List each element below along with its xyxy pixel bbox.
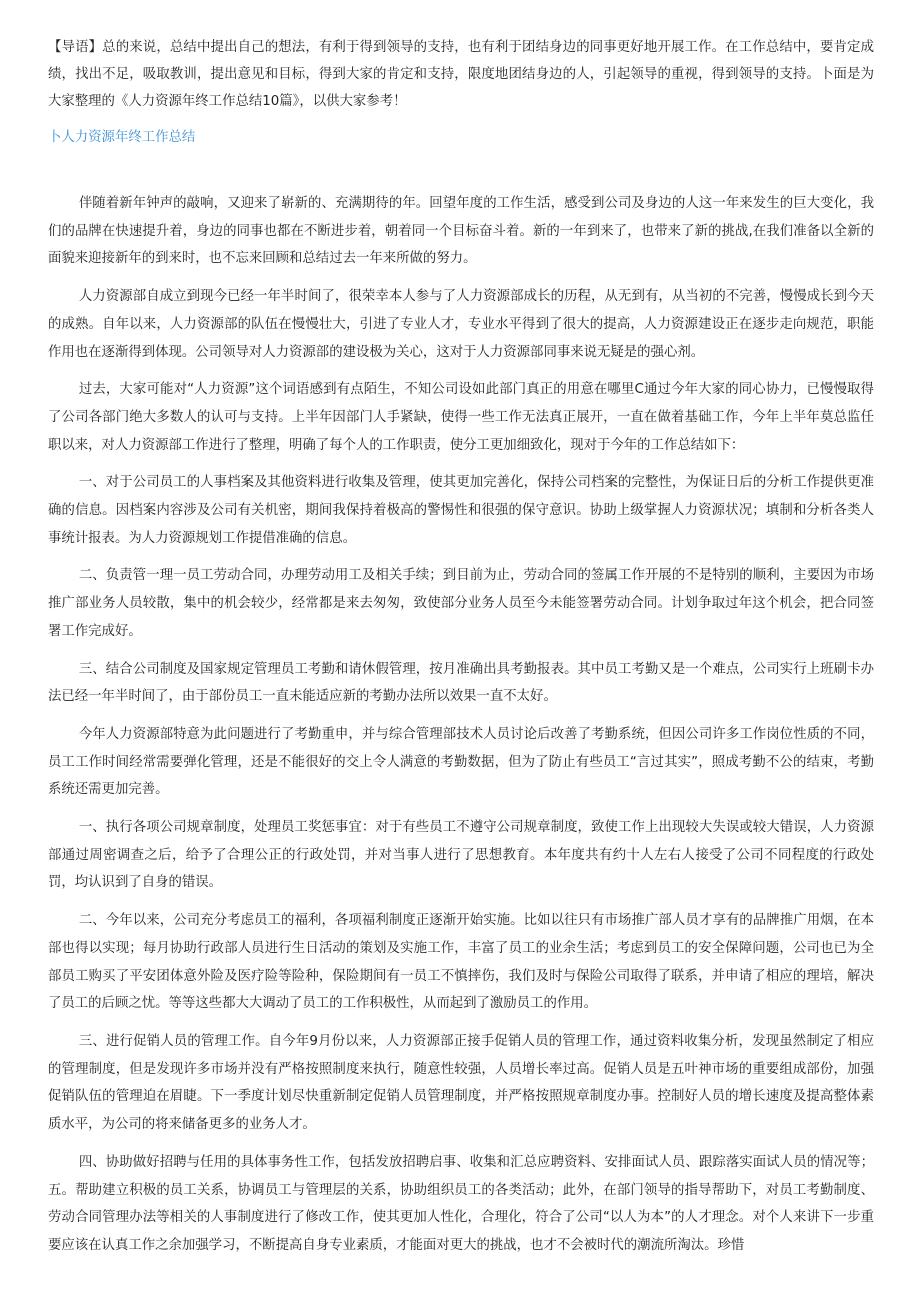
body-paragraph: 过去，大家可能对“人力资源”这个词语感到有点陌生，不知公司设如此部门真正的用意在哪里C通过今年大家的同心协力，已慢慢取得了公司各部门绝大多数人的认可与支持。上半年因部门人手紧缺，使得一些工作无法真正展开，一直在做着基础工作，今年上半年莫总监任职以来，对人力资源部工作进行了整理，明确了每个人的工作职责，使分工更加细致化，现对于今年的工作总结如下： bbox=[48, 382, 874, 453]
body-paragraph: 二、负责管一理一员工劳动合同，办理劳动用工及相关手续；到目前为止，劳动合同的签属工作开展的不是特别的顺利，主要因为市场推广部业务人员较散，集中的机会较少，经常都是来去匆匆，致使部分业务人员至今未能签署劳动合同。计划争取过年这个机会，把合同签署工作完成好。 bbox=[48, 568, 874, 639]
body-paragraph: 三、结合公司制度及国家规定管理员工考勤和请休假管理，按月准确出具考勤报表。其中员工考勤又是一个难点，公司实行上班刷卡办法已经一年半时间了，由于部份员工一直未能适应新的考勤办法所以效果一直不太好。 bbox=[48, 661, 874, 705]
body-paragraph: 一、执行各项公司规章制度，处理员工奖惩事宜：对于有些员工不遵守公司规章制度，致使工作上出现较大失误或较大错误，人力资源部通过周密调查之后，给予了合理公正的行政处罚，并对当事人进行了思想教育。本年度共有约十人左右人接受了公司不同程度的行政处罚，均认识到了自身的错误。 bbox=[48, 820, 874, 891]
body-paragraph: 今年人力资源部特意为此问题进行了考勤重申，并与综合管理部技术人员讨论后改善了考勤系统，但因公司许多工作岗位性质的不同，员工工作时间经常需要弹化管理，还是不能很好的交上令人满意的考勤数据，但为了防止有些员工“言过其实”，照成考勤不公的结束，考勤系统还需更加完善。 bbox=[48, 726, 874, 798]
body-paragraph: 人力资源部自成立到现今已经一年半时间了，很荣幸本人参与了人力资源部成长的历程，从无到有，从当初的不完善，慢慢成长到今天的成熟。自年以来，人力资源部的队伍在慢慢壮大，引进了专业人才，专业水平得到了很大的提高，人力资源建设正在逐步走向规范，职能作用也在逐渐得到体现。公司领导对人力资源部的建设极为关心，这对于人力资源部同事来说无疑是的强心剂。 bbox=[48, 289, 874, 360]
body-paragraph: 四、协助做好招聘与任用的具体事务性工作，包括发放招聘启事、收集和汇总应聘资料、安排面试人员、跟踪落实面试人员的情况等；五。帮助建立积极的员工关系，协调员工与管理层的关系，协助组织员工的各类活动；此外，在部门领导的指导帮助下，对员工考勤制度、劳动合同管理办法等相关的人事制度进行了修改工作，使其更加人性化，合理化，符合了公司“以人为本”的人才理念。对个人来讲下一步重要应该在认真工作之余加强学习，不断提高自身专业素质，才能面对更大的挑战，也才不会被时代的潮流所淘汰。珍惜 bbox=[48, 1154, 874, 1253]
body-paragraph: 一、对于公司员工的人事档案及其他资料进行收集及管理，使其更加完善化，保持公司档案的完整性，为保证日后的分析工作提供更准确的信息。因档案内容涉及公司有关机密，期间我保持着极高的警惕性和很强的保守意识。协助上级掌握人力资源状况；填制和分析各类人事统计报表。为人力资源规划工作提借准确的信息。 bbox=[48, 475, 874, 546]
body-paragraph: 伴随着新年钟声的敲响，又迎来了崭新的、充满期待的年。回望年度的工作生活，感受到公司及身边的人这一年来发生的巨大变化，我们的品牌在快速提升着，身边的同事也都在不断进步着，朝着同一个目标奋斗着。新的一年到来了，也带来了新的挑战,在我们准备以全新的面貌来迎接新年的到来时，也不忘来回顾和总结过去一年来所做的努力。 bbox=[48, 196, 874, 267]
body-paragraph: 三、进行促销人员的管理工作。自今年9月份以来，人力资源部正接手促销人员的管理工作，通过资料收集分析，发现虽然制定了相应的管理制度，但是发现许多市场并没有严格按照制度来执行，随意性较强，人员增长率过高。促销人员是五叶神市场的重要组成部份，加强促销队伍的管理迫在眉睫。下一季度计划尽快重新制定促销人员管理制度，并严格按照规章制度办事。控制好人员的增长速度及提高整体素质水平，为公司的将来储备更多的业务人才。 bbox=[48, 1033, 874, 1133]
section-heading-link[interactable]: 卜人力资源年终工作总结 bbox=[48, 130, 196, 145]
body-text bbox=[48, 190, 874, 1260]
intro-paragraph: 【导语】总的来说，总结中提出自己的想法，有利于得到领导的支持，也有利于团结身边的同事更好地开展工作。在工作总结中，要肯定成绩，找出不足，吸取教训，提出意见和目标，得到大家的肯定和支持，限度地团结身边的人，引起领导的重视，得到领导的支持。卜面是为大家整理的《人力资源年终工作总结10篇》，以供大家参考！ bbox=[48, 40, 874, 109]
body-paragraph: 二、今年以来，公司充分考虑员工的福利，各项福利制度正逐渐开始实施。比如以往只有市场推广部人员才享有的品牌推广用烟，在本部也得以实现；每月协助行政部人员进行生日活动的策划及实施工作，丰富了员工的业余生活；考虑到员工的安全保障问题，公司也已为全部员工购买了平安团体意外险及医疗险等险种，保险期间有一员工不慎摔伤，我们及时与保险公司取得了联系，并申请了相应的理培，解决了员工的后顾之忧。等等这些都大大调动了员工的工作积极性，从而起到了激励员工的作用。 bbox=[48, 913, 874, 1012]
